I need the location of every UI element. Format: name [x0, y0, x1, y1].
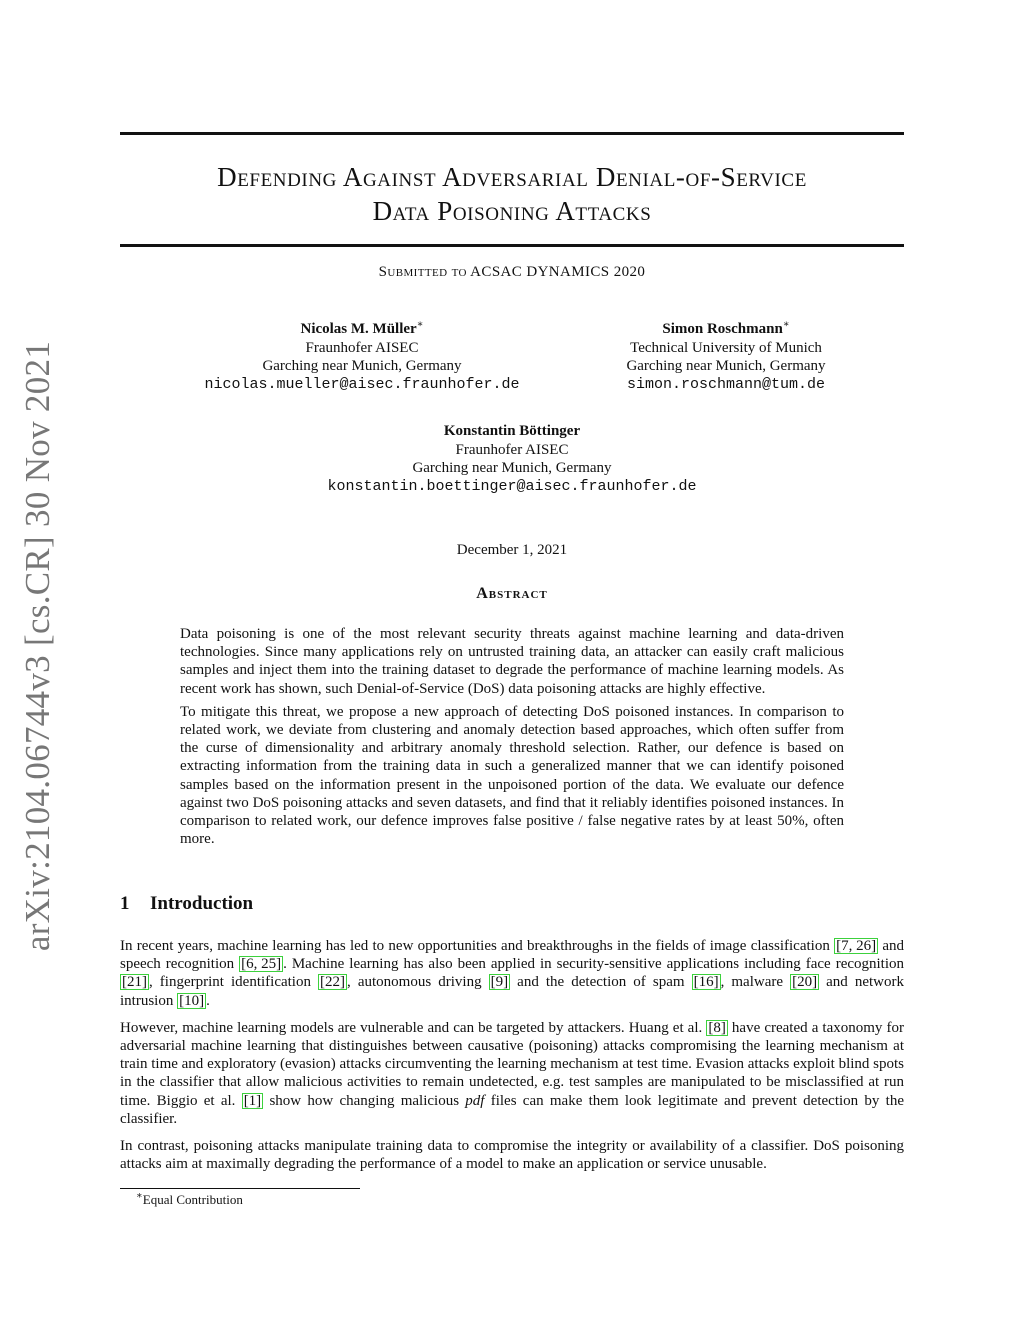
author-location: Garching near Munich, Germany	[262, 358, 462, 374]
title-line-2: Data Poisoning Attacks	[372, 196, 652, 226]
equal-contribution-mark: ∗	[416, 319, 424, 330]
citation-link[interactable]: [6, 25]	[241, 956, 282, 973]
submission-note: Submitted to ACSAC DYNAMICS 2020	[378, 264, 646, 280]
citation-link[interactable]: [9]	[490, 974, 509, 991]
citation-link[interactable]: [10]	[179, 992, 205, 1009]
abstract-paragraph-1: Data poisoning is one of the most relevant security threats against machine learning and data-driven technologies. Since many applications rely on untrusted training data, an attacker can easily craft malicious samples and inject them into the training dataset to degrade the performance of machine learning models. As recent work has shown, such Denial-of-Service (DoS) data poisoning attacks are highly effective.	[180, 626, 844, 697]
section-title: Introduction	[150, 893, 254, 914]
author-affiliation: Fraunhofer AISEC	[305, 339, 419, 356]
arxiv-identifier	[10, 340, 66, 952]
author-affiliation: Fraunhofer AISEC	[455, 441, 569, 458]
title-line-1: Defending Against Adversarial Denial-of-Service	[217, 162, 807, 192]
title-bottom-rule	[120, 244, 904, 247]
section-heading-introduction	[120, 893, 253, 915]
citation-link[interactable]: [20]	[792, 974, 818, 991]
citation-link[interactable]: [7, 26]	[836, 938, 877, 954]
author-email[interactable]: konstantin.boettinger@aisec.fraunhofer.de	[327, 477, 697, 495]
author-email[interactable]: simon.roschmann@tum.de	[626, 375, 826, 393]
citation-link[interactable]: [22]	[320, 974, 346, 991]
footnote-mark: ∗	[136, 1190, 143, 1202]
footnote-rule	[120, 1188, 360, 1189]
abstract	[180, 625, 844, 853]
author-name: Konstantin Böttinger	[443, 423, 581, 439]
title-top-rule	[120, 132, 904, 135]
citation-link[interactable]: [21]	[122, 974, 147, 991]
equal-contribution-mark: ∗	[782, 319, 790, 330]
author-location: Garching near Munich, Germany	[412, 460, 612, 476]
author-name: Nicolas M. Müller∗	[300, 319, 424, 337]
author-location: Garching near Munich, Germany	[626, 358, 826, 374]
introduction-body	[120, 937, 904, 1182]
author-email[interactable]: nicolas.mueller@aisec.fraunhofer.de	[204, 375, 520, 393]
intro-paragraph-1: In recent years, machine learning has led to new opportunities and breakthroughs in the fields of image classification [7, 26] and speech recognition [6, 25] . Machine learning has also been applied in security-sensitive applications including face recognition [21] , fingerprint identification [22] , autonomous driving [9] and the detection of spam [16] , malware [20] and network intrusion [10] .	[120, 938, 905, 1009]
author-name: Simon Roschmann∗	[662, 319, 790, 337]
arxiv-identifier-text: arXiv:2104.06744v3 [cs.CR] 30 Nov 2021	[18, 340, 57, 952]
author-block-2	[596, 320, 856, 394]
author-block-1	[180, 320, 544, 394]
intro-paragraph-3: In contrast, poisoning attacks manipulate training data to compromise the integrity or availability of a classifier. DoS poisoning attacks aim at maximally degrading the performance of a model to make an application or service unusable.	[120, 1138, 904, 1173]
publication-date: December 1, 2021	[456, 542, 568, 558]
footnote-text: Equal Contribution	[142, 1192, 243, 1207]
citation-link[interactable]: [1]	[243, 1092, 262, 1109]
abstract-heading: Abstract	[476, 585, 548, 602]
abstract-paragraph-2: To mitigate this threat, we propose a new approach of detecting DoS poisoned instances. In comparison to related work, we deviate from clustering and anomaly detection based approaches, which often suffer from the curse of dimensionality and arbitrary anomaly threshold selection. Rather, our defence is based on extracting information from the training data in such a generalized manner that we can identify poisoned samples based on the information present in the unpoisoned portion of the data. We evaluate our defence against two DoS poisoning attacks and seven datasets, and find that it reliably identifies poisoned instances. In comparison to related work, our defence improves false positive / false negative rates by at least 50%, often more.	[180, 703, 844, 848]
author-block-3	[262, 422, 762, 496]
citation-link[interactable]: [16]	[693, 974, 719, 991]
section-number: 1	[120, 893, 130, 914]
footnote	[136, 1192, 243, 1208]
citation-link[interactable]: [8]	[708, 1019, 726, 1036]
paper-title	[120, 160, 904, 228]
author-affiliation: Technical University of Munich	[630, 339, 822, 356]
intro-paragraph-2: However, machine learning models are vulnerable and can be targeted by attackers. Huang et al. [8] have created a taxonomy for adversarial machine learning that distinguishes between causative (poisoning) attacks compromising the learning mechanism at train time and exploratory (evasion) attacks circumventing the learning mechanism at test time. Evasion attacks exploit blind spots in the classifier that allow malicious activities to remain undetected, e.g. test samples are manipulated to be misclassified at run time. Biggio et al. [1] show how changing malicious pdf files can make them look legitimate and prevent detection by the classifier.	[120, 1019, 905, 1127]
